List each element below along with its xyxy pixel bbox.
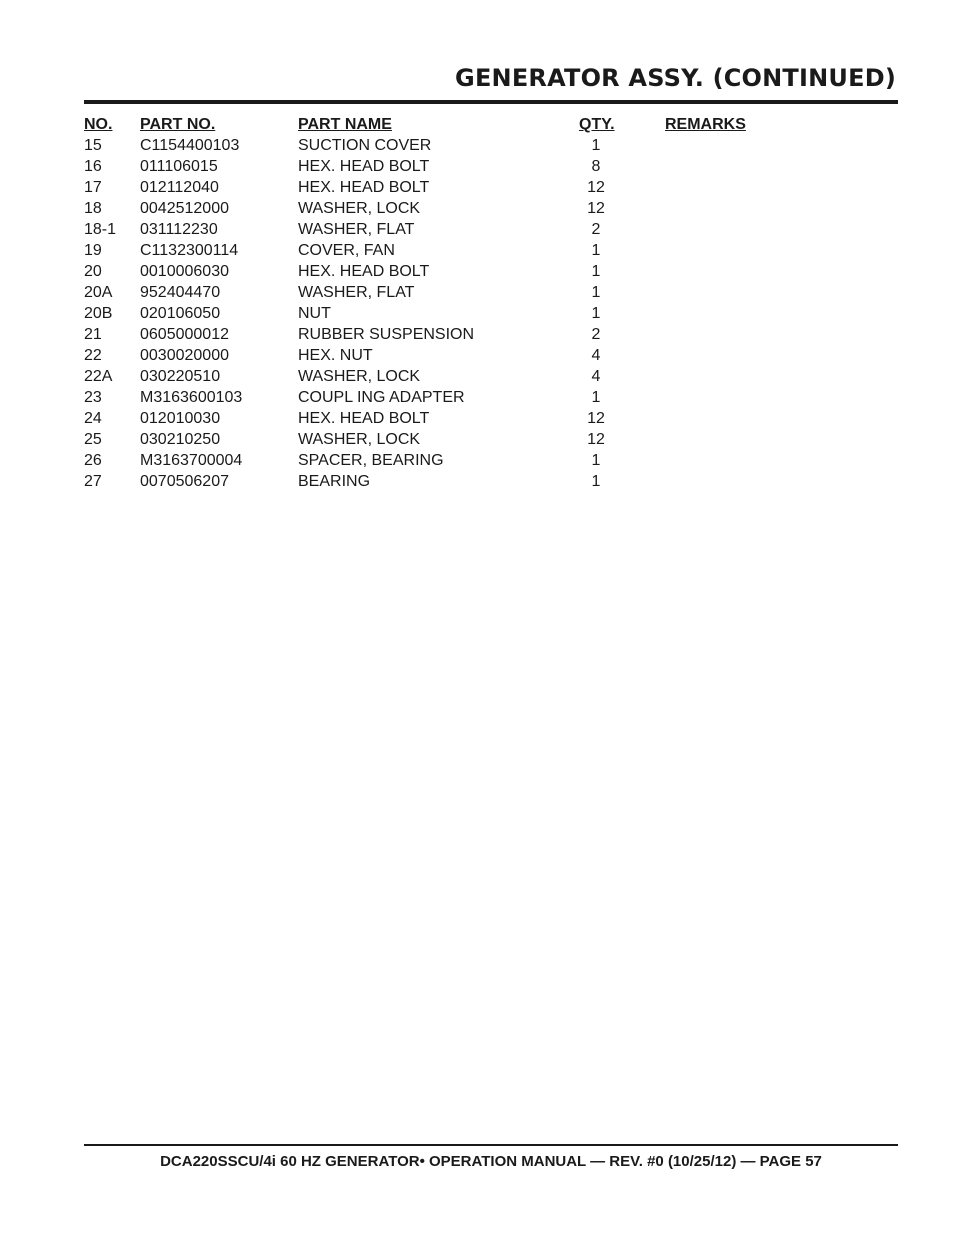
cell-qty: 12	[587, 200, 605, 217]
cell-part-no: M3163600103	[140, 389, 243, 406]
column-header-qty: QTY.	[579, 116, 615, 133]
cell-part-name: SUCTION COVER	[298, 137, 432, 154]
cell-qty: 12	[587, 179, 605, 196]
cell-part-no: 0010006030	[140, 263, 229, 280]
cell-no: 23	[84, 389, 102, 406]
table-row	[84, 177, 898, 198]
cell-part-name: HEX. HEAD BOLT	[298, 410, 430, 427]
cell-no: 20	[84, 263, 102, 280]
column-header-part-name: PART NAME	[298, 116, 392, 133]
cell-qty: 4	[591, 347, 601, 364]
cell-part-no: 0030020000	[140, 347, 229, 364]
cell-no: 24	[84, 410, 102, 427]
cell-qty: 1	[591, 305, 601, 322]
cell-qty: 1	[591, 242, 601, 259]
table-row	[84, 198, 898, 219]
column-header-part-no: PART NO.	[140, 116, 216, 133]
cell-no: 22	[84, 347, 102, 364]
cell-no: 18-1	[84, 221, 117, 238]
cell-no: 20A	[84, 284, 113, 301]
cell-part-name: HEX. HEAD BOLT	[298, 158, 430, 175]
cell-qty: 4	[591, 368, 601, 385]
page-title: GENERATOR ASSY. (CONTINUED)	[455, 64, 896, 92]
cell-part-name: WASHER, LOCK	[298, 200, 421, 217]
cell-qty: 1	[591, 452, 601, 469]
table-row	[84, 303, 898, 324]
cell-qty: 1	[591, 473, 601, 490]
cell-qty: 1	[591, 263, 601, 280]
cell-no: 18	[84, 200, 102, 217]
cell-part-no: 012112040	[140, 179, 219, 196]
column-header-remarks: REMARKS	[665, 116, 746, 133]
cell-part-name: WASHER, FLAT	[298, 221, 415, 238]
table-row	[84, 471, 898, 492]
title-divider	[84, 100, 898, 104]
table-row	[84, 450, 898, 471]
cell-no: 20B	[84, 305, 113, 322]
cell-part-name: HEX. NUT	[298, 347, 373, 364]
cell-no: 22A	[84, 368, 113, 385]
cell-part-name: NUT	[298, 305, 331, 322]
cell-part-no: 030220510	[140, 368, 221, 385]
table-row	[84, 366, 898, 387]
cell-qty: 12	[587, 431, 605, 448]
cell-part-name: RUBBER SUSPENSION	[298, 326, 475, 343]
cell-qty: 1	[591, 284, 601, 301]
cell-part-name: WASHER, LOCK	[298, 431, 421, 448]
table-row	[84, 387, 898, 408]
cell-no: 27	[84, 473, 102, 490]
cell-part-no: C1154400103	[140, 137, 240, 154]
cell-part-name: HEX. HEAD BOLT	[298, 179, 430, 196]
cell-part-no: 0070506207	[140, 473, 229, 490]
cell-qty: 8	[591, 158, 601, 175]
cell-no: 21	[84, 326, 102, 343]
cell-part-no: 020106050	[140, 305, 221, 322]
cell-part-no: 030210250	[140, 431, 221, 448]
cell-qty: 2	[591, 221, 601, 238]
cell-part-no: M3163700004	[140, 452, 243, 469]
table-row	[84, 261, 898, 282]
cell-part-name: COUPL ING ADAPTER	[298, 389, 465, 406]
cell-part-name: SPACER, BEARING	[298, 452, 444, 469]
parts-table	[84, 114, 898, 492]
cell-no: 25	[84, 431, 102, 448]
table-row	[84, 219, 898, 240]
cell-no: 17	[84, 179, 102, 196]
cell-no: 26	[84, 452, 102, 469]
table-row	[84, 282, 898, 303]
cell-no: 15	[84, 137, 102, 154]
table-row	[84, 429, 898, 450]
cell-no: 16	[84, 158, 102, 175]
cell-part-no: C1132300114	[140, 242, 239, 259]
table-header-row	[84, 114, 898, 135]
cell-part-no: 012010030	[140, 410, 221, 427]
cell-part-no: 011106015	[140, 158, 218, 175]
column-header-no: NO.	[84, 116, 113, 133]
page-footer: DCA220SSCU/4i 60 HZ GENERATOR• OPERATION MANUAL — REV. #0 (10/25/12) — PAGE 57	[160, 1153, 822, 1170]
cell-part-no: 0605000012	[140, 326, 229, 343]
cell-part-name: BEARING	[298, 473, 371, 490]
table-row	[84, 345, 898, 366]
footer-divider	[84, 1144, 898, 1146]
cell-part-no: 031112230	[140, 221, 218, 238]
cell-part-name: COVER, FAN	[298, 242, 395, 259]
table-row	[84, 240, 898, 261]
cell-qty: 12	[587, 410, 605, 427]
cell-qty: 2	[591, 326, 601, 343]
table-row	[84, 135, 898, 156]
cell-part-name: WASHER, FLAT	[298, 284, 415, 301]
cell-qty: 1	[591, 389, 601, 406]
cell-part-name: WASHER, LOCK	[298, 368, 421, 385]
table-row	[84, 408, 898, 429]
cell-part-name: HEX. HEAD BOLT	[298, 263, 430, 280]
cell-part-no: 952404470	[140, 284, 221, 301]
table-row	[84, 324, 898, 345]
table-row	[84, 156, 898, 177]
cell-part-no: 0042512000	[140, 200, 229, 217]
cell-qty: 1	[591, 137, 601, 154]
cell-no: 19	[84, 242, 102, 259]
